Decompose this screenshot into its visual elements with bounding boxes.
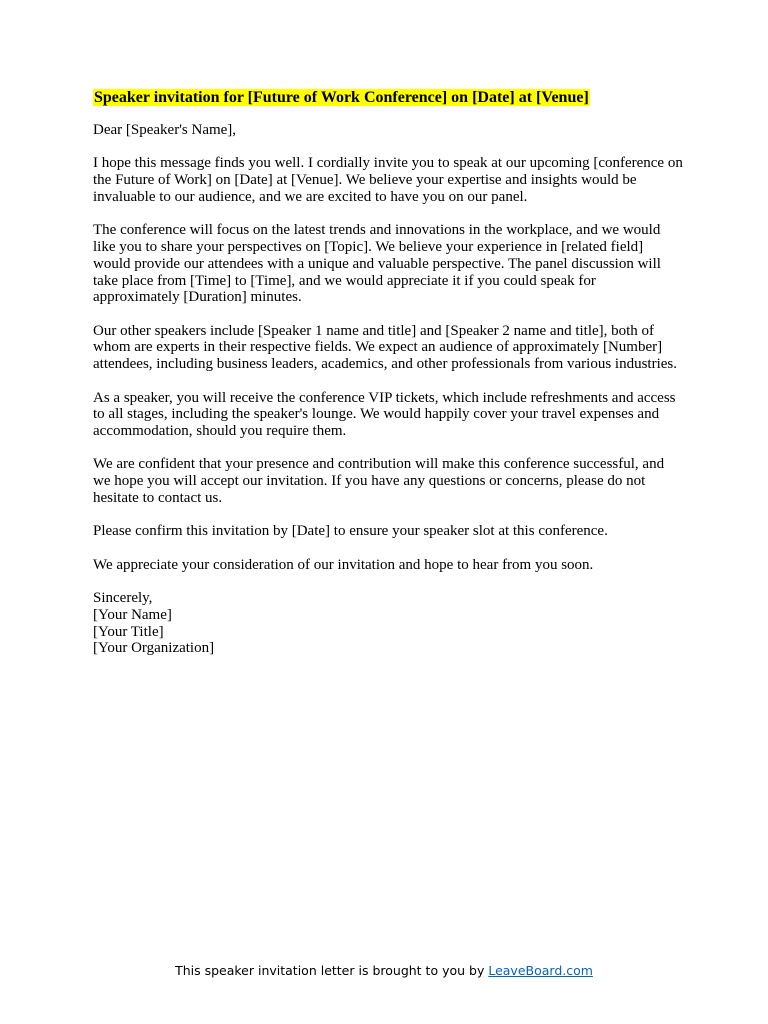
footer-text: This speaker invitation letter is brought to you by	[175, 963, 489, 978]
paragraph-4: As a speaker, you will receive the conference VIP tickets, which include refreshments and access to all stages, including the speaker's lounge. We would happily cover your travel expenses and accommodation, should you require them.	[93, 389, 676, 440]
salutation: Dear [Speaker's Name],	[93, 122, 237, 138]
footer	[0, 963, 768, 978]
letter-title-line	[93, 88, 683, 108]
paragraph-1: I hope this message finds you well. I cordially invite you to speak at our upcoming [conference on the Future of Work] on [Date] at [Venue]. We believe your expertise and insights would be invaluable to our audience, and we are excited to have you on our panel.	[93, 155, 683, 205]
letter-title: Speaker invitation for [Future of Work Conference] on [Date] at [Venue]	[94, 89, 589, 106]
sender-name: [Your Name]	[93, 606, 172, 623]
paragraph-2: The conference will focus on the latest trends and innovations in the workplace, and we would like you to share your perspectives on [Topic]. We believe your experience in [related field] would provide our attendees with a unique and valuable perspective. The panel discussion will take place from [Time] to [Time], and we would appreciate it if you could speak for approximately [Duration] minutes.	[93, 222, 661, 306]
closing: Sincerely,	[93, 589, 153, 606]
paragraph-3: Our other speakers include [Speaker 1 name and title] and [Speaker 2 name and title], both of whom are experts in their respective fields. We expect an audience of approximately [Number] attendees, including business leaders, academics, and other professionals from various industries.	[93, 322, 678, 373]
paragraph-5: We are confident that your presence and contribution will make this conference successful, and we hope you will accept our invitation. If you have any questions or concerns, please do not hesitate to contact us.	[93, 456, 665, 507]
paragraph-6: Please confirm this invitation by [Date] to ensure your speaker slot at this conference.	[93, 523, 608, 540]
signoff-block	[93, 590, 683, 657]
sender-title: [Your Title]	[93, 623, 164, 640]
leaveboard-link[interactable]: LeaveBoard.com	[488, 963, 593, 978]
letter-body	[93, 88, 683, 657]
sender-organization: [Your Organization]	[93, 640, 215, 657]
paragraph-7: We appreciate your consideration of our invitation and hope to hear from you soon.	[93, 556, 594, 573]
